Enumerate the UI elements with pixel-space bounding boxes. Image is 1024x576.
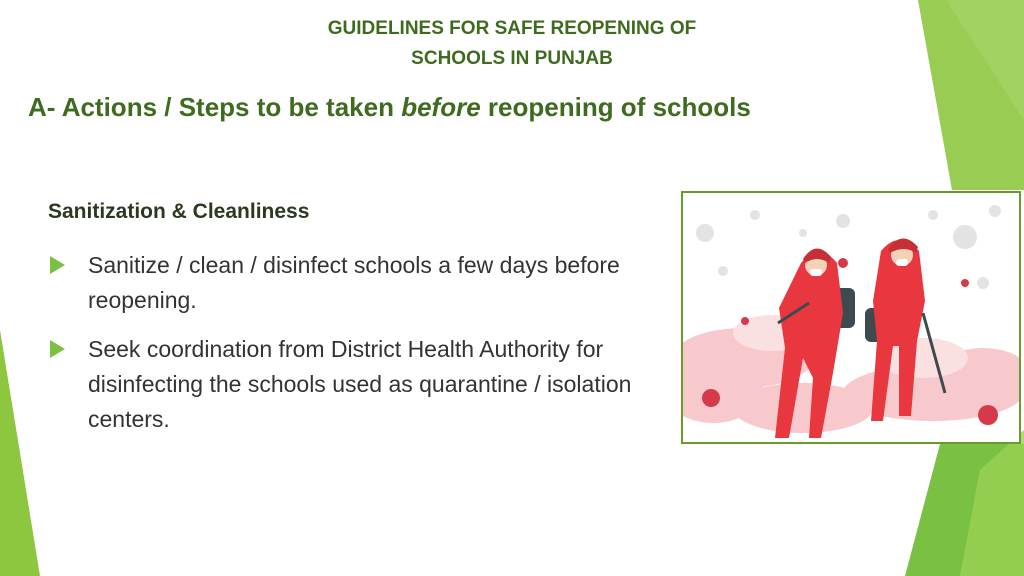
bullet-list [48,248,678,451]
slide-title-line-1: GUIDELINES FOR SAFE REOPENING OF [327,18,697,39]
subheading [28,92,751,123]
slide-title-line-2: SCHOOLS IN PUNJAB [411,48,613,69]
bullet-text: Sanitize / clean / disinfect schools a few days before reopening. [88,252,620,313]
section-title: Sanitization & Cleanliness [48,200,310,223]
list-item [48,332,678,437]
bullet-text: Seek coordination from District Health Authority for disinfecting the schools used as quarantine / isolation centers. [88,336,632,432]
subheading-emphasis: before [401,92,481,122]
bullet-arrow-icon [50,256,65,274]
subheading-end: reopening of schools [480,92,751,122]
bullet-arrow-icon [50,340,65,358]
list-item [48,248,678,318]
disinfection-workers-illustration-icon [683,193,1019,442]
illustration-frame [681,191,1021,444]
subheading-start: A- Actions / Steps to be taken [28,92,402,122]
